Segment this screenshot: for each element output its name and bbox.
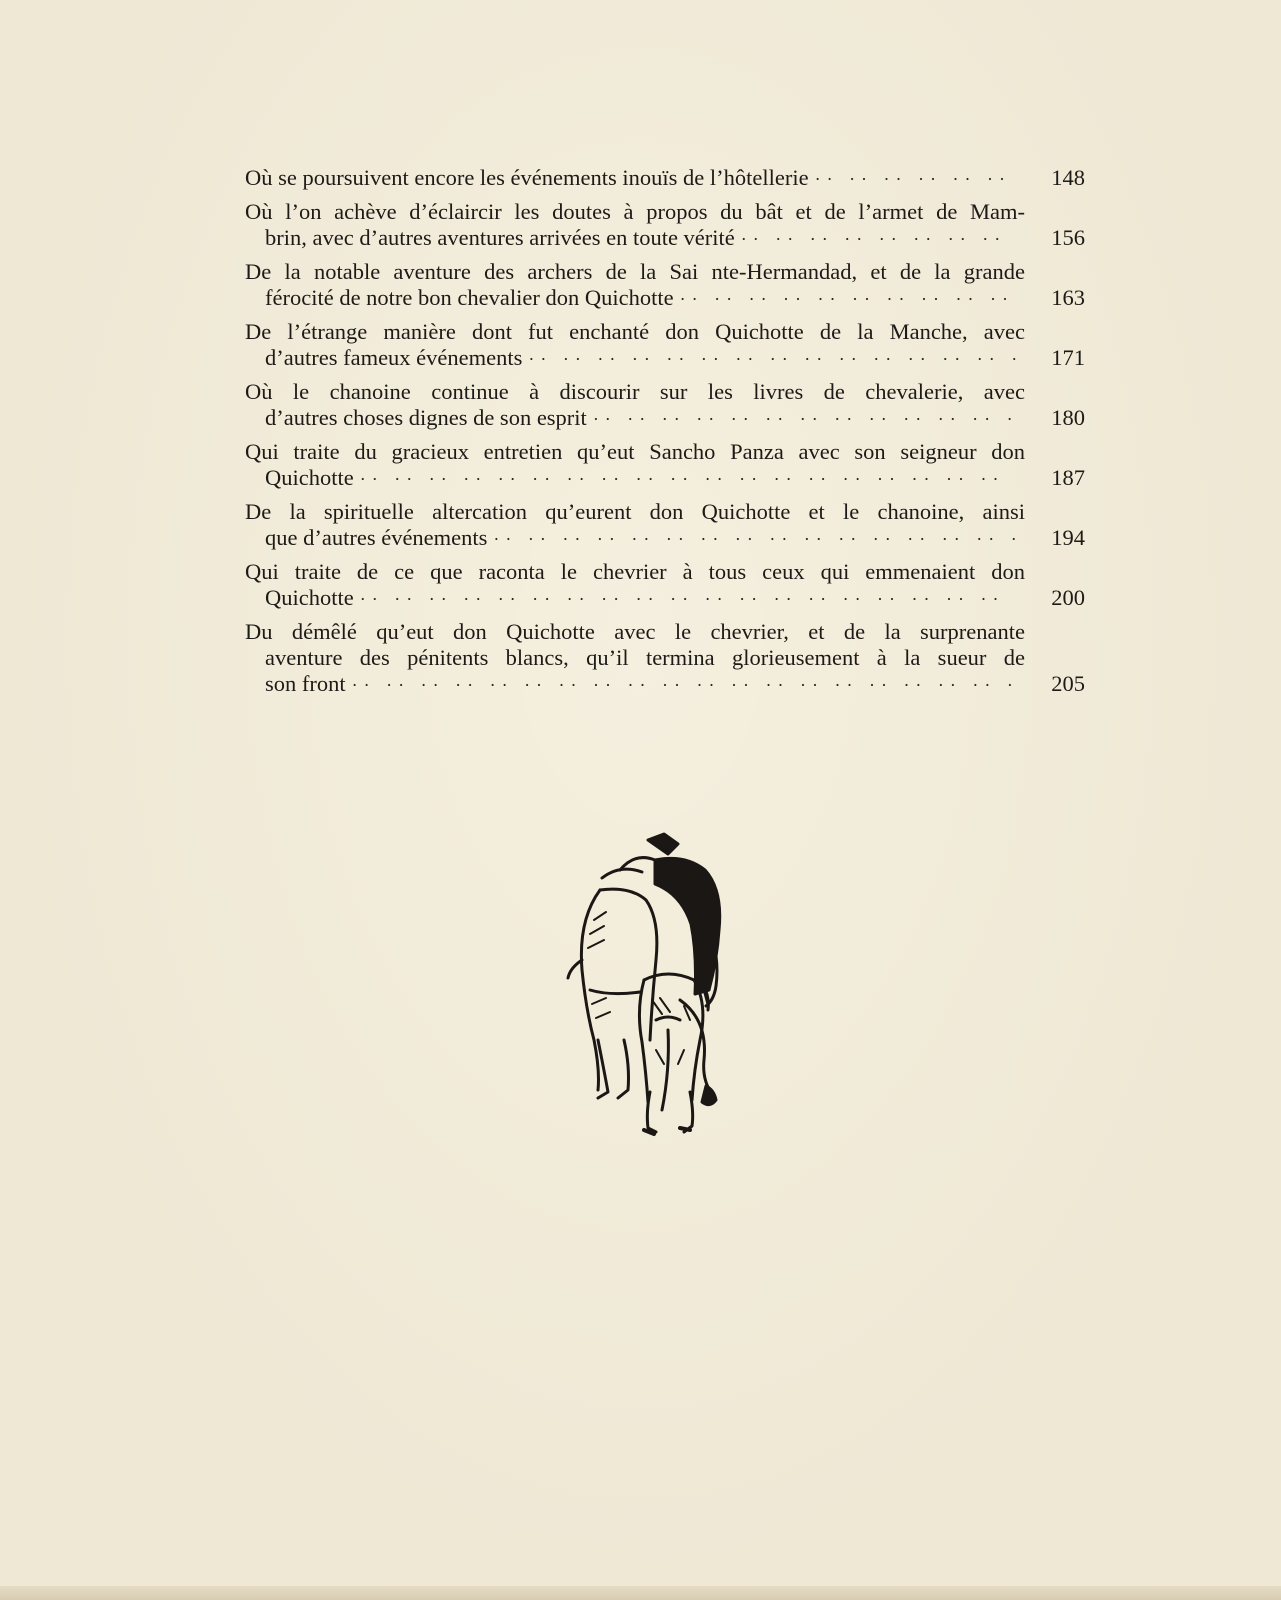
toc-entry [245, 439, 1085, 491]
dot-leader [741, 226, 1017, 252]
toc-page-number: 148 [1051, 165, 1085, 190]
toc-entry-title-continued: Quichotte [265, 465, 354, 490]
toc-page-number: 205 [1051, 671, 1085, 696]
toc-page-number: 171 [1051, 345, 1085, 370]
toc-entry-title: Où le chanoine continue à discourir sur les livres de chevalerie, avec [245, 379, 1025, 404]
dot-leader [493, 526, 1017, 552]
toc-entry-title: De l’étrange manière dont fut enchanté don Quichotte de la Manche, avec [245, 319, 1025, 344]
toc-entry-title-continued: aventure des pénitents blancs, qu’il termina glorieusement à la sueur de [265, 645, 1025, 670]
toc-entry-title: De la spirituelle altercation qu’eurent don Quichotte et le chanoine, ainsi [245, 499, 1025, 524]
toc-entry [245, 165, 1085, 191]
dot-leader [360, 466, 1017, 492]
dot-leader [815, 166, 1017, 192]
dot-leader [593, 406, 1017, 432]
toc-entry [245, 499, 1085, 551]
toc-entry-title-continued: Quichotte [265, 585, 354, 610]
toc-page-number: 200 [1051, 585, 1085, 610]
toc-page-number: 156 [1051, 225, 1085, 250]
dot-leader [352, 672, 1017, 698]
toc-entry-title: Qui traite du gracieux entretien qu’eut Sancho Panza avec son seigneur don [245, 439, 1025, 464]
toc-entry [245, 199, 1085, 251]
dot-leader [528, 346, 1017, 372]
toc-entry [245, 379, 1085, 431]
donkey-rider-illustration [560, 830, 740, 1150]
toc-entry-title: Qui traite de ce que raconta le chevrier à tous ceux qui emmenaient don [245, 559, 1025, 584]
toc-entry-title-continued: brin, avec d’autres aventures arrivées en toute vérité [265, 225, 735, 250]
toc-entry [245, 619, 1085, 697]
toc-page-number: 180 [1051, 405, 1085, 430]
toc-entry-title: Où l’on achève d’éclaircir les doutes à propos du bât et de l’armet de Mam- [245, 199, 1025, 224]
toc-page-number: 163 [1051, 285, 1085, 310]
toc-entry-title-continued: férocité de notre bon chevalier don Quichotte [265, 285, 674, 310]
toc-page-number: 194 [1051, 525, 1085, 550]
page-bottom-edge [0, 1586, 1281, 1600]
toc-entry-title-continued: d’autres fameux événements [265, 345, 523, 370]
toc-entry-title-continued: que d’autres événements [265, 525, 488, 550]
toc-entry-title: Où se poursuivent encore les événements inouïs de l’hôtellerie [245, 165, 809, 190]
toc-entry [245, 259, 1085, 311]
toc-entry [245, 319, 1085, 371]
toc-entry-title: De la notable aventure des archers de la Sai nte-Hermandad, et de la grande [245, 259, 1025, 284]
table-of-contents [245, 165, 1085, 705]
toc-page-number: 187 [1051, 465, 1085, 490]
toc-entry [245, 559, 1085, 611]
dot-leader [360, 586, 1017, 612]
toc-entry-title: Du démêlé qu’eut don Quichotte avec le chevrier, et de la surprenante [245, 619, 1025, 644]
toc-entry-title-continued: son front [265, 671, 346, 696]
toc-entry-title-continued: d’autres choses dignes de son esprit [265, 405, 587, 430]
dot-leader [680, 286, 1017, 312]
